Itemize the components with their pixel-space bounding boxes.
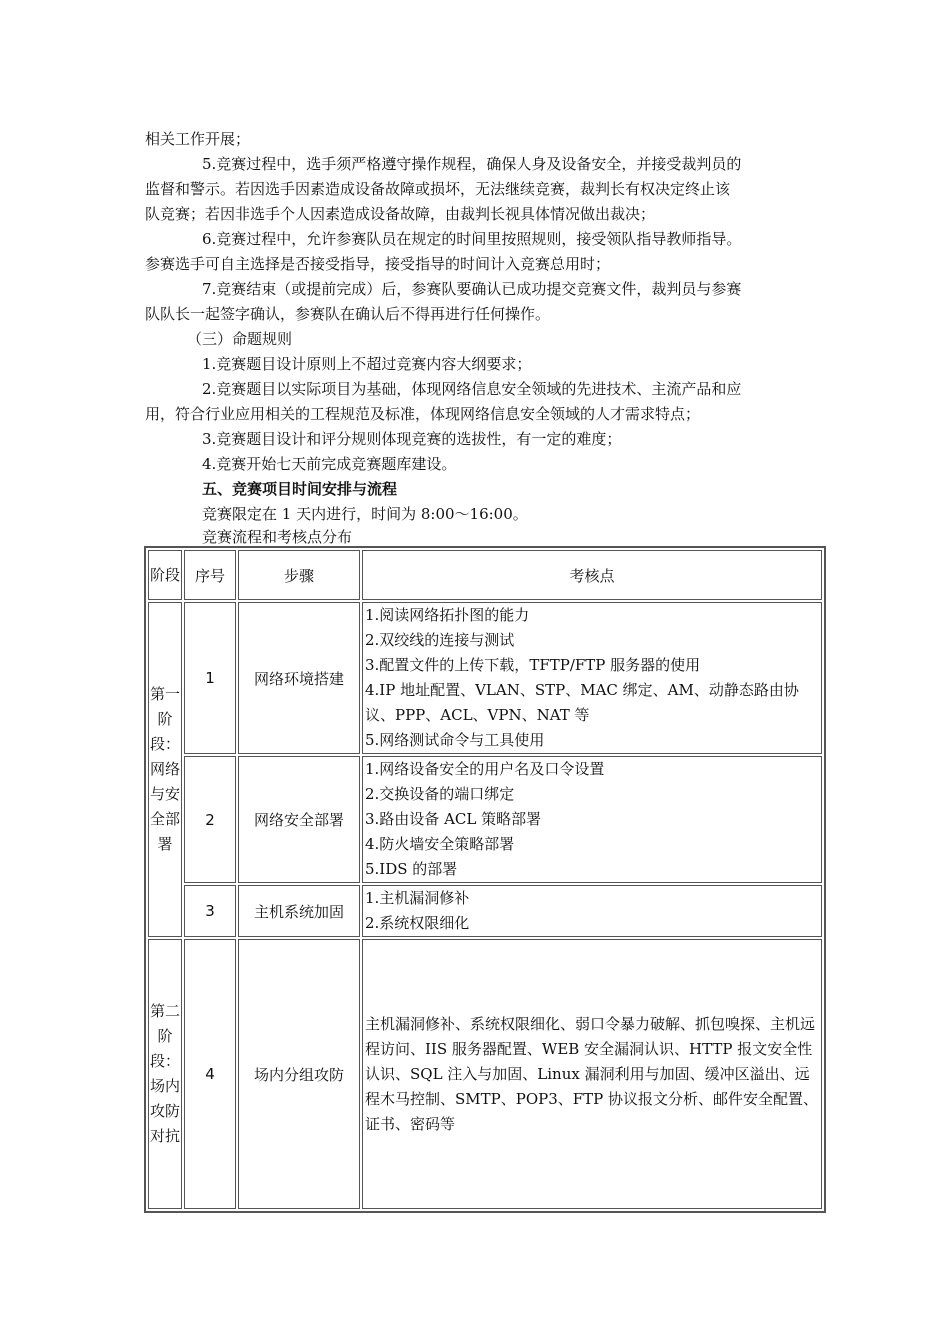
paragraph-line: 7.竞赛结束（或提前完成）后，参赛队要确认已成功提交竞赛文件，裁判员与参赛 xyxy=(202,280,742,298)
row-points xyxy=(362,885,822,937)
paragraph-line: 参赛选手可自主选择是否接受指导，接受指导的时间计入竞赛总用时； xyxy=(145,255,611,273)
header-step: 步骤 xyxy=(238,550,360,600)
paragraph-line: 用，符合行业应用相关的工程规范及标准，体现网络信息安全领域的人才需求特点； xyxy=(145,405,701,423)
row-points xyxy=(362,602,822,754)
paragraph-line: 队队长一起签字确认，参赛队在确认后不得再进行任何操作。 xyxy=(145,305,551,323)
header-points: 考核点 xyxy=(362,550,822,600)
header-stage: 阶段 xyxy=(148,550,182,600)
row-points xyxy=(362,939,822,1209)
row-step: 主机系统加固 xyxy=(238,885,360,937)
point-item: 4.防火墙安全策略部署 xyxy=(365,835,515,853)
table-caption: 竞赛流程和考核点分布 xyxy=(202,528,353,546)
paragraph-line: 相关工作开展； xyxy=(145,130,251,148)
paragraph-line: 5.竞赛过程中，选手须严格遵守操作规程，确保人身及设备安全，并接受裁判员的 xyxy=(202,155,742,173)
point-item: 2.交换设备的端口绑定 xyxy=(365,785,515,803)
table-header-row xyxy=(148,550,822,600)
stage-cell: 第一阶段：网络与安全部署 xyxy=(148,602,182,937)
row-no: 4 xyxy=(184,939,236,1209)
stage-cell: 第二阶段：场内攻防对抗 xyxy=(148,939,182,1209)
paragraph-line: 2.竞赛题目以实际项目为基础，体现网络信息安全领域的先进技术、主流产品和应 xyxy=(202,380,742,398)
paragraph-line: 1.竞赛题目设计原则上不超过竞赛内容大纲要求； xyxy=(202,355,532,373)
point-item: 1.网络设备安全的用户名及口令设置 xyxy=(365,760,605,778)
point-item: 3.路由设备 ACL 策略部署 xyxy=(365,810,542,828)
point-item: 2.系统权限细化 xyxy=(365,914,470,932)
point-item: 1.阅读网络拓扑图的能力 xyxy=(365,606,530,624)
point-item: 4.IP 地址配置、VLAN、STP、MAC 绑定、AM、动静态路由协议、PPP、ACL、VPN、NAT 等 xyxy=(365,681,799,724)
paragraph-line: 3.竞赛题目设计和评分规则体现竞赛的选拔性，有一定的难度； xyxy=(202,430,622,448)
row-step: 场内分组攻防 xyxy=(238,939,360,1209)
point-item: 1.主机漏洞修补 xyxy=(365,889,470,907)
table-row xyxy=(148,939,822,1209)
row-no: 2 xyxy=(184,756,236,883)
paragraph-line: 队竞赛；若因非选手个人因素造成设备故障，由裁判长视具体情况做出裁决； xyxy=(145,205,656,223)
point-item: 5.网络测试命令与工具使用 xyxy=(365,731,545,749)
header-no: 序号 xyxy=(184,550,236,600)
section-heading: （三）命题规则 xyxy=(187,330,293,348)
point-item: 2.双绞线的连接与测试 xyxy=(365,631,515,649)
paragraph-line: 监督和警示。若因选手因素造成设备故障或损坏，无法继续竞赛，裁判长有权决定终止该 xyxy=(145,180,731,198)
row-points xyxy=(362,756,822,883)
section-heading: 五、竞赛项目时间安排与流程 xyxy=(202,480,398,498)
point-item: 3.配置文件的上传下载，TFTP/FTP 服务器的使用 xyxy=(365,656,701,674)
row-step: 网络环境搭建 xyxy=(238,602,360,754)
row-step: 网络安全部署 xyxy=(238,756,360,883)
paragraph-line: 6.竞赛过程中，允许参赛队员在规定的时间里按照规则，接受领队指导教师指导。 xyxy=(202,230,742,248)
point-item: 5.IDS 的部署 xyxy=(365,860,458,878)
table-row xyxy=(148,885,822,937)
table-row xyxy=(148,602,822,754)
flow-table xyxy=(144,546,826,1213)
point-item: 主机漏洞修补、系统权限细化、弱口令暴力破解、抓包嗅探、主机远程访问、IIS 服务器配置、WEB 安全漏洞认识、HTTP 报文安全性认识、SQL 注入与加固、Linux 漏洞利用与加固、缓冲区溢出、远程木马控制、SMTP、POP3、FTP 协议报文分析、邮件安全配置、证书、密码等 xyxy=(365,1014,819,1133)
paragraph-line: 竞赛限定在 1 天内进行，时间为 8:00～16:00。 xyxy=(202,505,528,523)
row-no: 1 xyxy=(184,602,236,754)
row-no: 3 xyxy=(184,885,236,937)
paragraph-line: 4.竞赛开始七天前完成竞赛题库建设。 xyxy=(202,455,457,473)
table-row xyxy=(148,756,822,883)
